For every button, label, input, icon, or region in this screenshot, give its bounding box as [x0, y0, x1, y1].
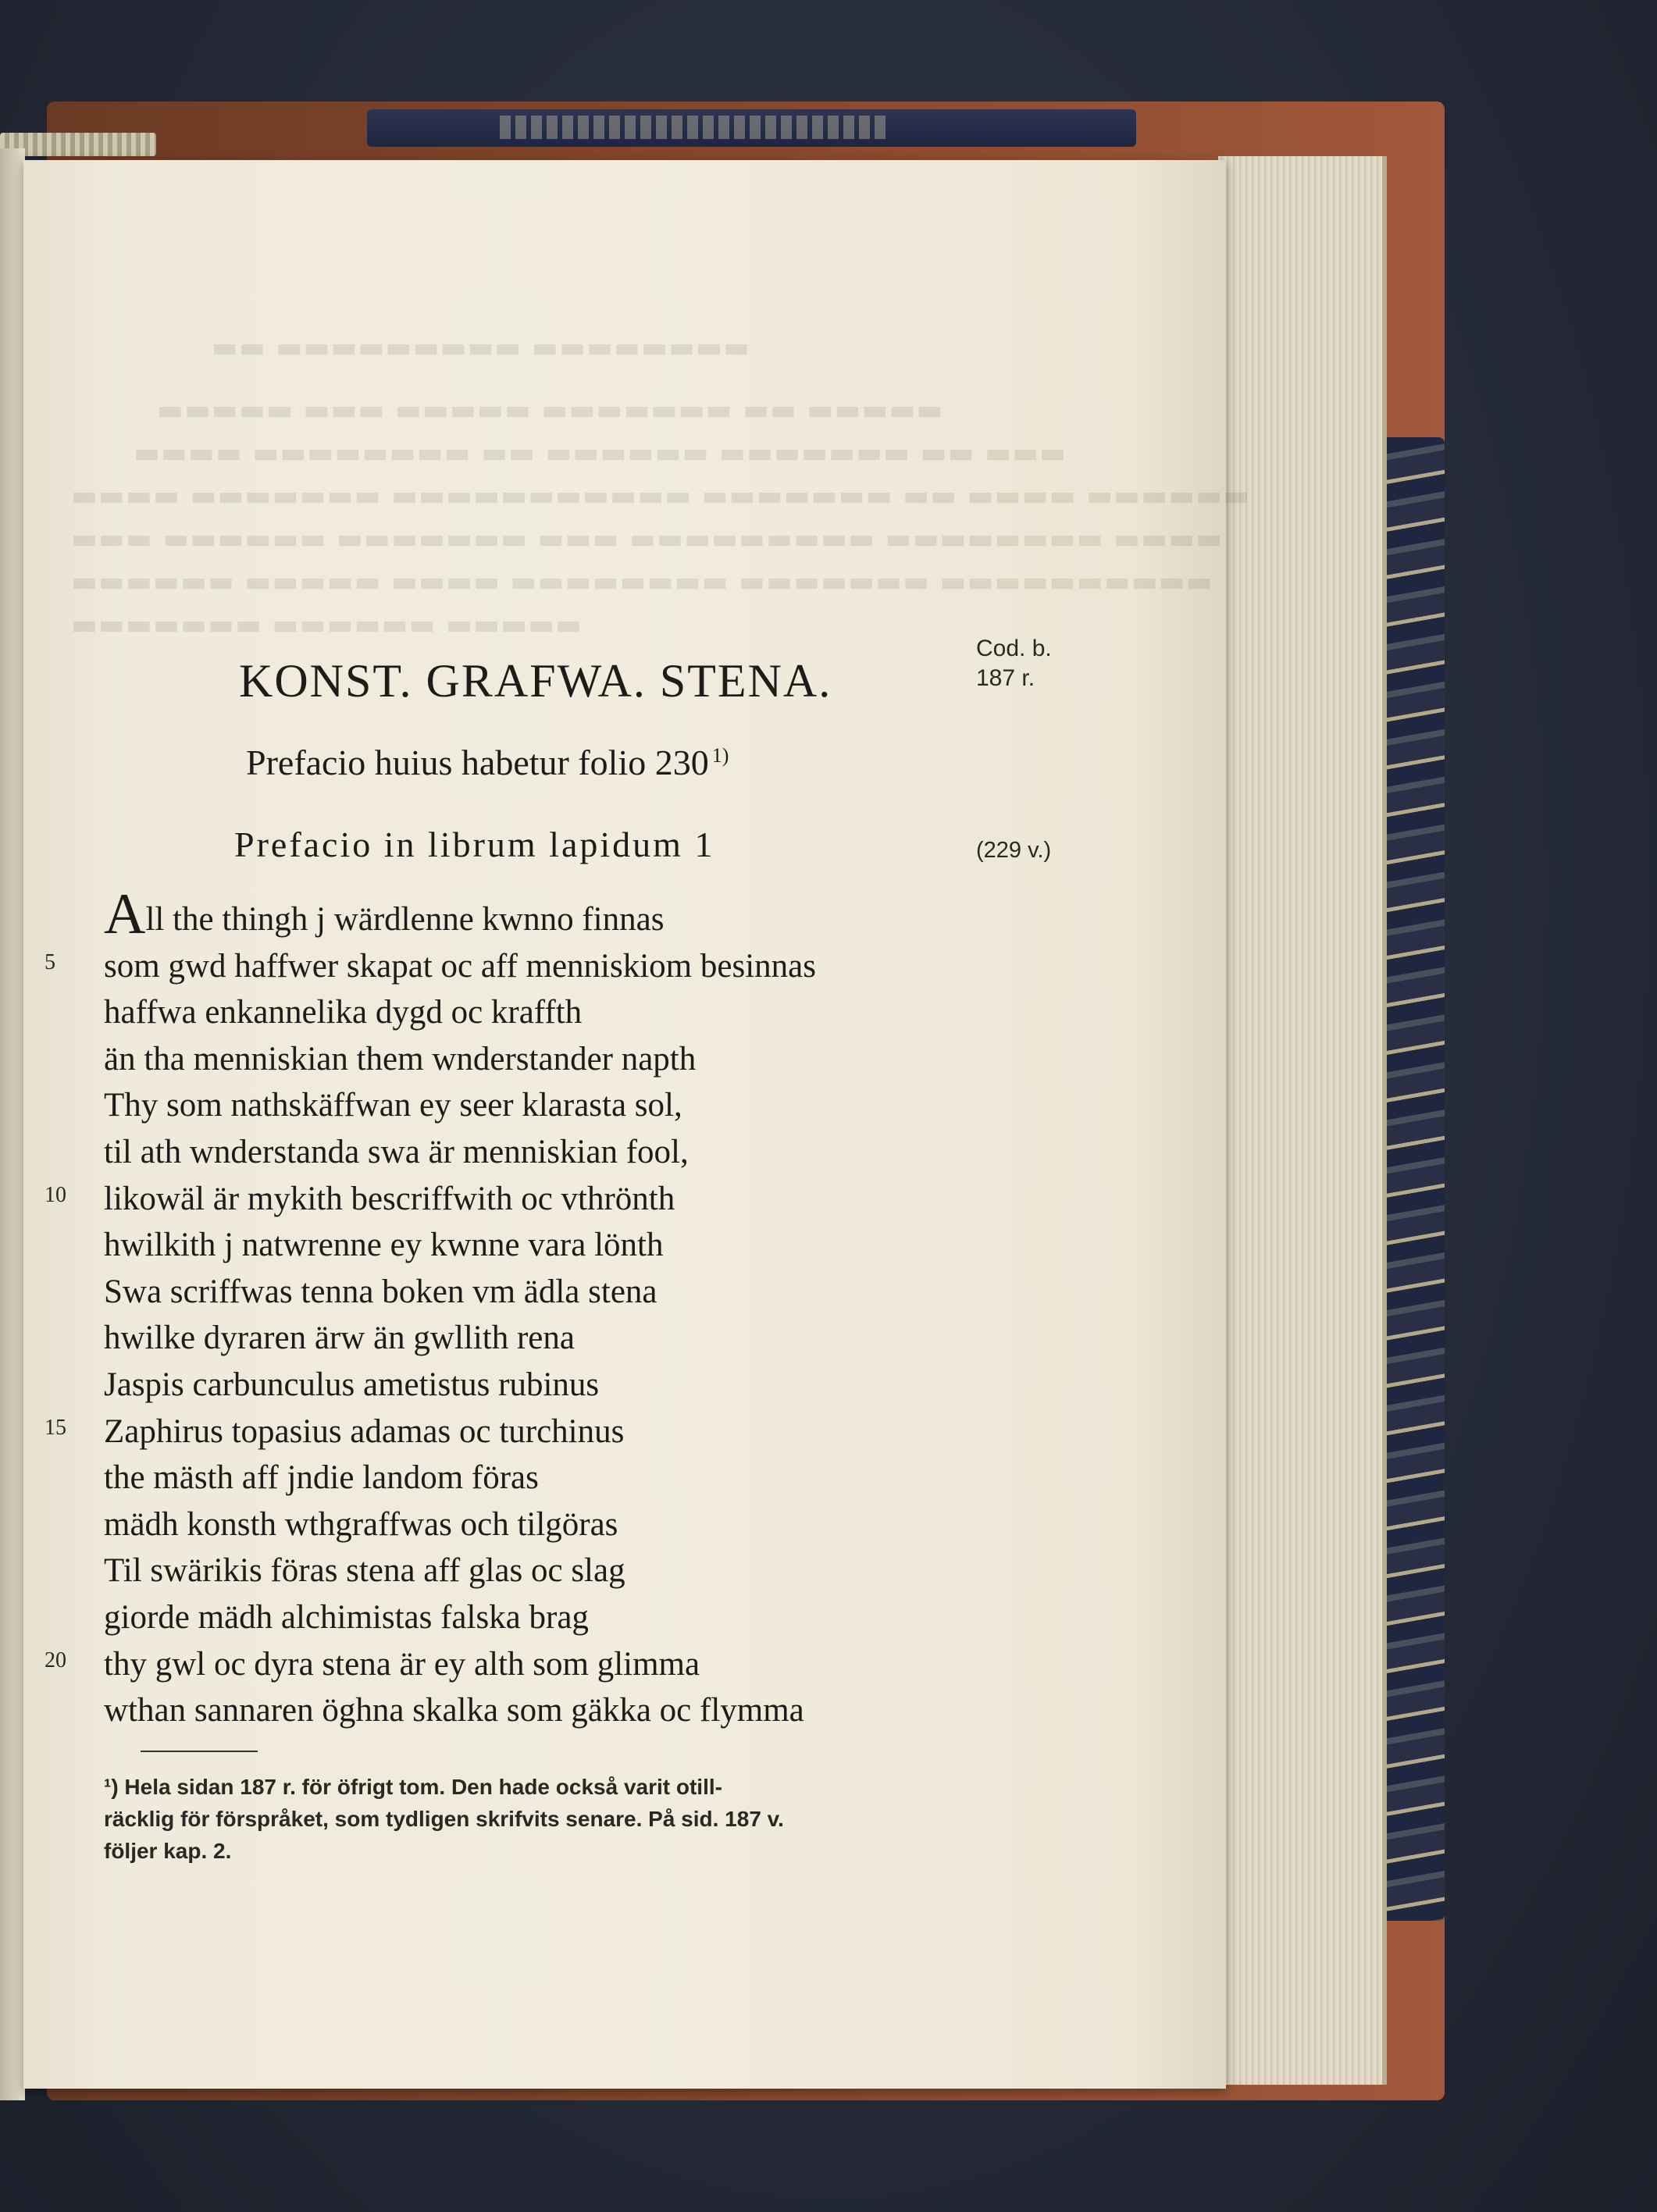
- verse-text: hwilkith j natwrenne ey kwnne vara lönth: [104, 1227, 664, 1264]
- verse-line-text: ll the thingh j wärdlenne kwnno finnas: [145, 901, 665, 938]
- prefacio-line-2: Prefacio in librum lapidum 1: [234, 825, 715, 864]
- margin-folio-note: (229 v.): [976, 838, 1052, 863]
- verse-line: [45, 1641, 978, 1688]
- footnote-marker: 1): [711, 743, 729, 767]
- bleed-through-text: ▬▬▬▬▬▬ ▬▬▬▬ ▬▬ ▬▬▬▬▬▬▬ ▬▬▬▬▬▬▬▬▬▬▬ ▬▬▬▬▬▬▬ ▬▬▬▬: [70, 480, 1250, 512]
- footnote-divider: [141, 1751, 258, 1752]
- verse-text: til ath wnderstanda swa är menniskian fool,: [104, 1133, 689, 1170]
- verse-line: [104, 1548, 978, 1594]
- footnote: [104, 1771, 971, 1867]
- verse-text: wthan sannaren öghna skalka som gäkka oc flymma: [104, 1692, 804, 1729]
- page-block-edges: [1218, 156, 1387, 2085]
- drop-initial: A: [104, 882, 146, 946]
- marbled-cover-edge: [1382, 437, 1445, 1921]
- line-number: 20: [45, 1647, 66, 1672]
- verse-text: Zaphirus topasius adamas oc turchinus: [104, 1412, 625, 1450]
- verse-text: thy gwl oc dyra stena är ey alth som glimma: [104, 1645, 700, 1683]
- verse-line: [104, 1269, 978, 1316]
- line-number: 10: [45, 1182, 66, 1207]
- verse-line: [104, 1129, 978, 1176]
- verse-line: [45, 1409, 978, 1455]
- margin-codex-note: [976, 634, 1052, 693]
- bleed-through-text: ▬▬▬▬▬▬▬▬▬▬ ▬▬▬▬▬▬▬ ▬▬▬▬▬▬▬▬ ▬▬▬▬ ▬▬▬▬▬ ▬▬▬▬▬▬: [70, 566, 1213, 598]
- footnote-line: följer kap. 2.: [104, 1839, 232, 1863]
- bleed-through-text: ▬▬▬▬▬ ▬▬▬▬▬▬ ▬▬▬▬▬▬▬: [70, 609, 583, 641]
- verse-text: Thy som nathskäffwan ey seer klarasta sol,: [104, 1087, 682, 1124]
- verse-text: hwilke dyraren ärw än gwllith rena: [104, 1320, 575, 1357]
- verse-line: [104, 882, 978, 946]
- codex-label: Cod. b.: [976, 636, 1052, 661]
- verse-line: [104, 1082, 978, 1129]
- bleed-through-text: ▬▬▬ ▬▬ ▬▬▬▬▬▬▬ ▬▬▬▬▬▬ ▬▬ ▬▬▬▬▬▬▬▬ ▬▬▬▬: [133, 437, 1067, 469]
- verse-line: [104, 1362, 978, 1409]
- verse-text: haffwa enkannelika dygd oc kraffth: [104, 994, 583, 1031]
- verse-line: [104, 1594, 978, 1641]
- verse-text: mädh konsth wthgraffwas och tilgöras: [104, 1505, 618, 1543]
- line-number: 15: [45, 1415, 66, 1440]
- spine-lettering: [500, 116, 890, 139]
- verse-text: Jaspis carbunculus ametistus rubinus: [104, 1366, 600, 1403]
- verse-line: [104, 1501, 978, 1548]
- verse-line: [104, 989, 978, 1036]
- poem-text: [45, 882, 978, 1734]
- verse-text: än tha menniskian them wnderstander napth: [104, 1040, 697, 1078]
- bleed-through-text: ▬▬▬▬▬ ▬▬ ▬▬▬▬▬▬▬ ▬▬▬▬▬ ▬▬▬ ▬▬▬▬▬: [156, 394, 943, 426]
- verse-text: Til swärikis föras stena aff glas oc slag: [104, 1552, 625, 1590]
- verse-text: [104, 882, 665, 946]
- verse-line: [104, 1455, 978, 1501]
- page-title: KONST. GRAFWA. STENA.: [239, 655, 832, 707]
- verse-line: [104, 1687, 978, 1734]
- verse-line: [45, 1176, 978, 1223]
- verse-text: som gwd haffwer skapat oc aff menniskiom besinnas: [104, 947, 816, 985]
- verse-line: [104, 1036, 978, 1083]
- prefacio-line-1: [246, 742, 729, 783]
- verse-text: Swa scriffwas tenna boken vm ädla stena: [104, 1273, 657, 1310]
- line-number: 5: [45, 949, 55, 974]
- bleed-through-text: ▬▬▬▬▬▬▬▬ ▬▬▬▬▬▬▬▬▬ ▬▬: [211, 332, 750, 364]
- verse-line: [104, 1222, 978, 1269]
- verse-text: the mästh aff jndie landom föras: [104, 1459, 539, 1497]
- codex-folio: 187 r.: [976, 665, 1035, 691]
- verse-text: giorde mädh alchimistas falska brag: [104, 1598, 589, 1636]
- page-gutter-curl: [0, 148, 25, 2100]
- verse-line: [104, 1315, 978, 1362]
- verse-line: [45, 943, 978, 990]
- prefacio-line-1-text: Prefacio huius habetur folio 230: [246, 743, 709, 782]
- bleed-through-text: ▬▬▬▬ ▬▬▬▬▬▬▬▬ ▬▬▬▬▬▬▬▬▬ ▬▬▬ ▬▬▬▬▬▬▬ ▬▬▬▬▬▬ ▬▬▬: [70, 523, 1223, 555]
- verse-text: likowäl är mykith bescriffwith oc vthrönth: [104, 1180, 675, 1217]
- footnote-line: räcklig för förspråket, som tydligen skrifvits senare. På sid. 187 v.: [104, 1807, 784, 1831]
- footnote-line: ¹) Hela sidan 187 r. för öfrigt tom. Den hade också varit otill-: [104, 1775, 722, 1799]
